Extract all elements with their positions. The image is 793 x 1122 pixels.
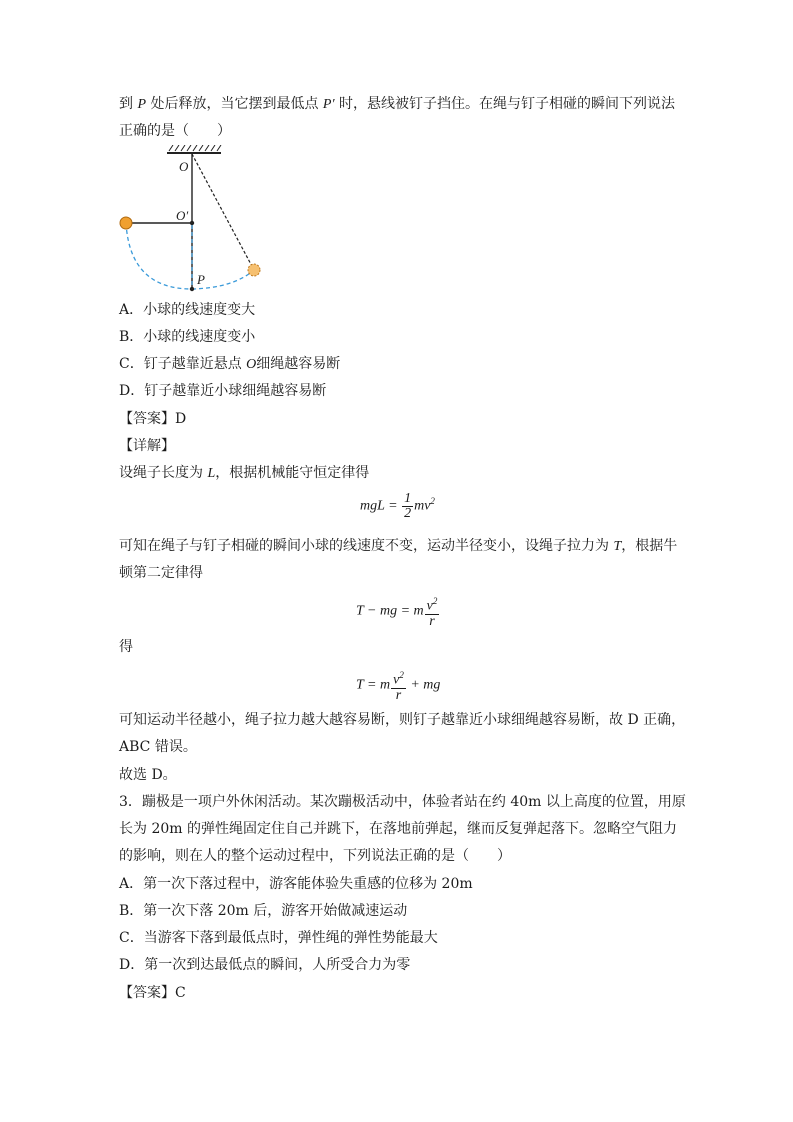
q2-exp1 bbox=[119, 463, 369, 484]
q2-option-d: D．钉子越靠近小球细绳越容易断 bbox=[119, 383, 327, 399]
ball-left bbox=[120, 217, 132, 229]
text: 可知在绳子与钉子相碰的瞬间小球的线速度不变，运动半径变小，设绳子拉力为 bbox=[119, 538, 614, 554]
text: ，根据牛 bbox=[621, 538, 678, 554]
label-oprime: O′ bbox=[176, 208, 189, 223]
q2-exp7: 故选 D。 bbox=[119, 767, 177, 783]
q2-stem-line2: 正确的是（ ） bbox=[119, 123, 231, 139]
equation-tension bbox=[356, 668, 440, 703]
nail-dot bbox=[190, 221, 194, 225]
q2-exp4: 得 bbox=[119, 639, 133, 655]
pendulum-figure bbox=[115, 145, 275, 295]
q2-option-b: B．小球的线速度变小 bbox=[119, 329, 256, 345]
fraction bbox=[402, 492, 413, 521]
q2-option-a: A．小球的线速度变大 bbox=[119, 302, 256, 318]
q3-option-c: C．当游客下落到最低点时，弹性绳的弹性势能最大 bbox=[119, 930, 438, 946]
label-o: O bbox=[179, 159, 189, 174]
text: 设绳子长度为 bbox=[119, 465, 208, 481]
q3-option-b: B．第一次下落 20m 后，游客开始做减速运动 bbox=[119, 903, 408, 919]
q2-exp2 bbox=[119, 536, 677, 557]
q3-line2: 长为 20m 的弹性绳固定住自己并跳下，在落地前弹起，继而反复弹起落下。忽略空气阻力 bbox=[119, 821, 677, 837]
num-v: v bbox=[393, 672, 400, 688]
q3-line3: 的影响，则在人的整个运动过程中，下列说法正确的是（ ） bbox=[119, 848, 511, 864]
rope-initial-dashed bbox=[192, 154, 254, 270]
q2-exp6: ABC 错误。 bbox=[119, 739, 197, 755]
q2-exp5: 可知运动半径越小，绳子拉力越大越容易断，则钉子越靠近小球细绳越容易断，故 D 正确， bbox=[119, 712, 686, 728]
numerator bbox=[391, 668, 406, 689]
equation-newton bbox=[356, 594, 440, 629]
q3-option-a: A．第一次下落过程中，游客能体验失重感的位移为 20m bbox=[119, 876, 473, 892]
ceiling-hatch bbox=[169, 145, 221, 151]
q2-detail-header: 【详解】 bbox=[119, 438, 175, 454]
q3-line1: 3．蹦极是一项户外休闲活动。某次蹦极活动中，体验者站在约 40m 以上高度的位置，用原 bbox=[119, 794, 686, 810]
ball-right-dashed bbox=[248, 264, 260, 276]
denominator: r bbox=[429, 613, 435, 629]
superscript: 2 bbox=[432, 596, 438, 606]
denominator: r bbox=[395, 687, 402, 703]
text: C．钉子越靠近悬点 bbox=[119, 356, 247, 372]
q2-answer: 【答案】D bbox=[119, 411, 187, 427]
fraction bbox=[391, 668, 406, 703]
text: 处后释放，当它摆到最低点 bbox=[146, 96, 323, 112]
text: 时，悬线被钉子挡住。在绳与钉子相碰的瞬间下列说法 bbox=[334, 96, 675, 112]
num-v: v bbox=[426, 598, 433, 614]
numerator bbox=[425, 594, 440, 615]
q3-option-d: D．第一次到达最低点的瞬间，人所受合力为零 bbox=[119, 957, 411, 973]
eq-text: T − mg = m bbox=[356, 603, 424, 619]
var-t: T bbox=[613, 539, 622, 554]
eq-text: + mg bbox=[406, 677, 441, 693]
superscript: 2 bbox=[399, 670, 404, 680]
q2-option-c bbox=[119, 354, 340, 375]
denominator: 2 bbox=[404, 506, 412, 521]
superscript: 2 bbox=[430, 496, 435, 507]
fraction bbox=[425, 594, 440, 629]
var-l: L bbox=[207, 466, 216, 481]
q3-answer: 【答案】C bbox=[119, 985, 186, 1001]
var-p: P bbox=[137, 97, 147, 112]
text: ，根据机械能守恒定律得 bbox=[215, 465, 370, 481]
arc-small-path bbox=[126, 223, 192, 289]
var-o: O bbox=[246, 357, 257, 372]
numerator: 1 bbox=[404, 491, 412, 506]
eq-text: mgL = bbox=[360, 498, 402, 514]
label-p: P bbox=[197, 272, 205, 287]
point-p-dot bbox=[190, 287, 194, 291]
equation-energy bbox=[360, 492, 435, 521]
text: 细绳越容易断 bbox=[256, 356, 341, 372]
q2-exp3: 顿第二定律得 bbox=[119, 565, 203, 581]
text: 到 bbox=[119, 96, 138, 112]
eq-text: mv bbox=[414, 498, 431, 514]
q2-stem-line1 bbox=[119, 94, 675, 115]
var-pprime: P′ bbox=[322, 97, 335, 112]
eq-text: T = m bbox=[356, 677, 391, 693]
